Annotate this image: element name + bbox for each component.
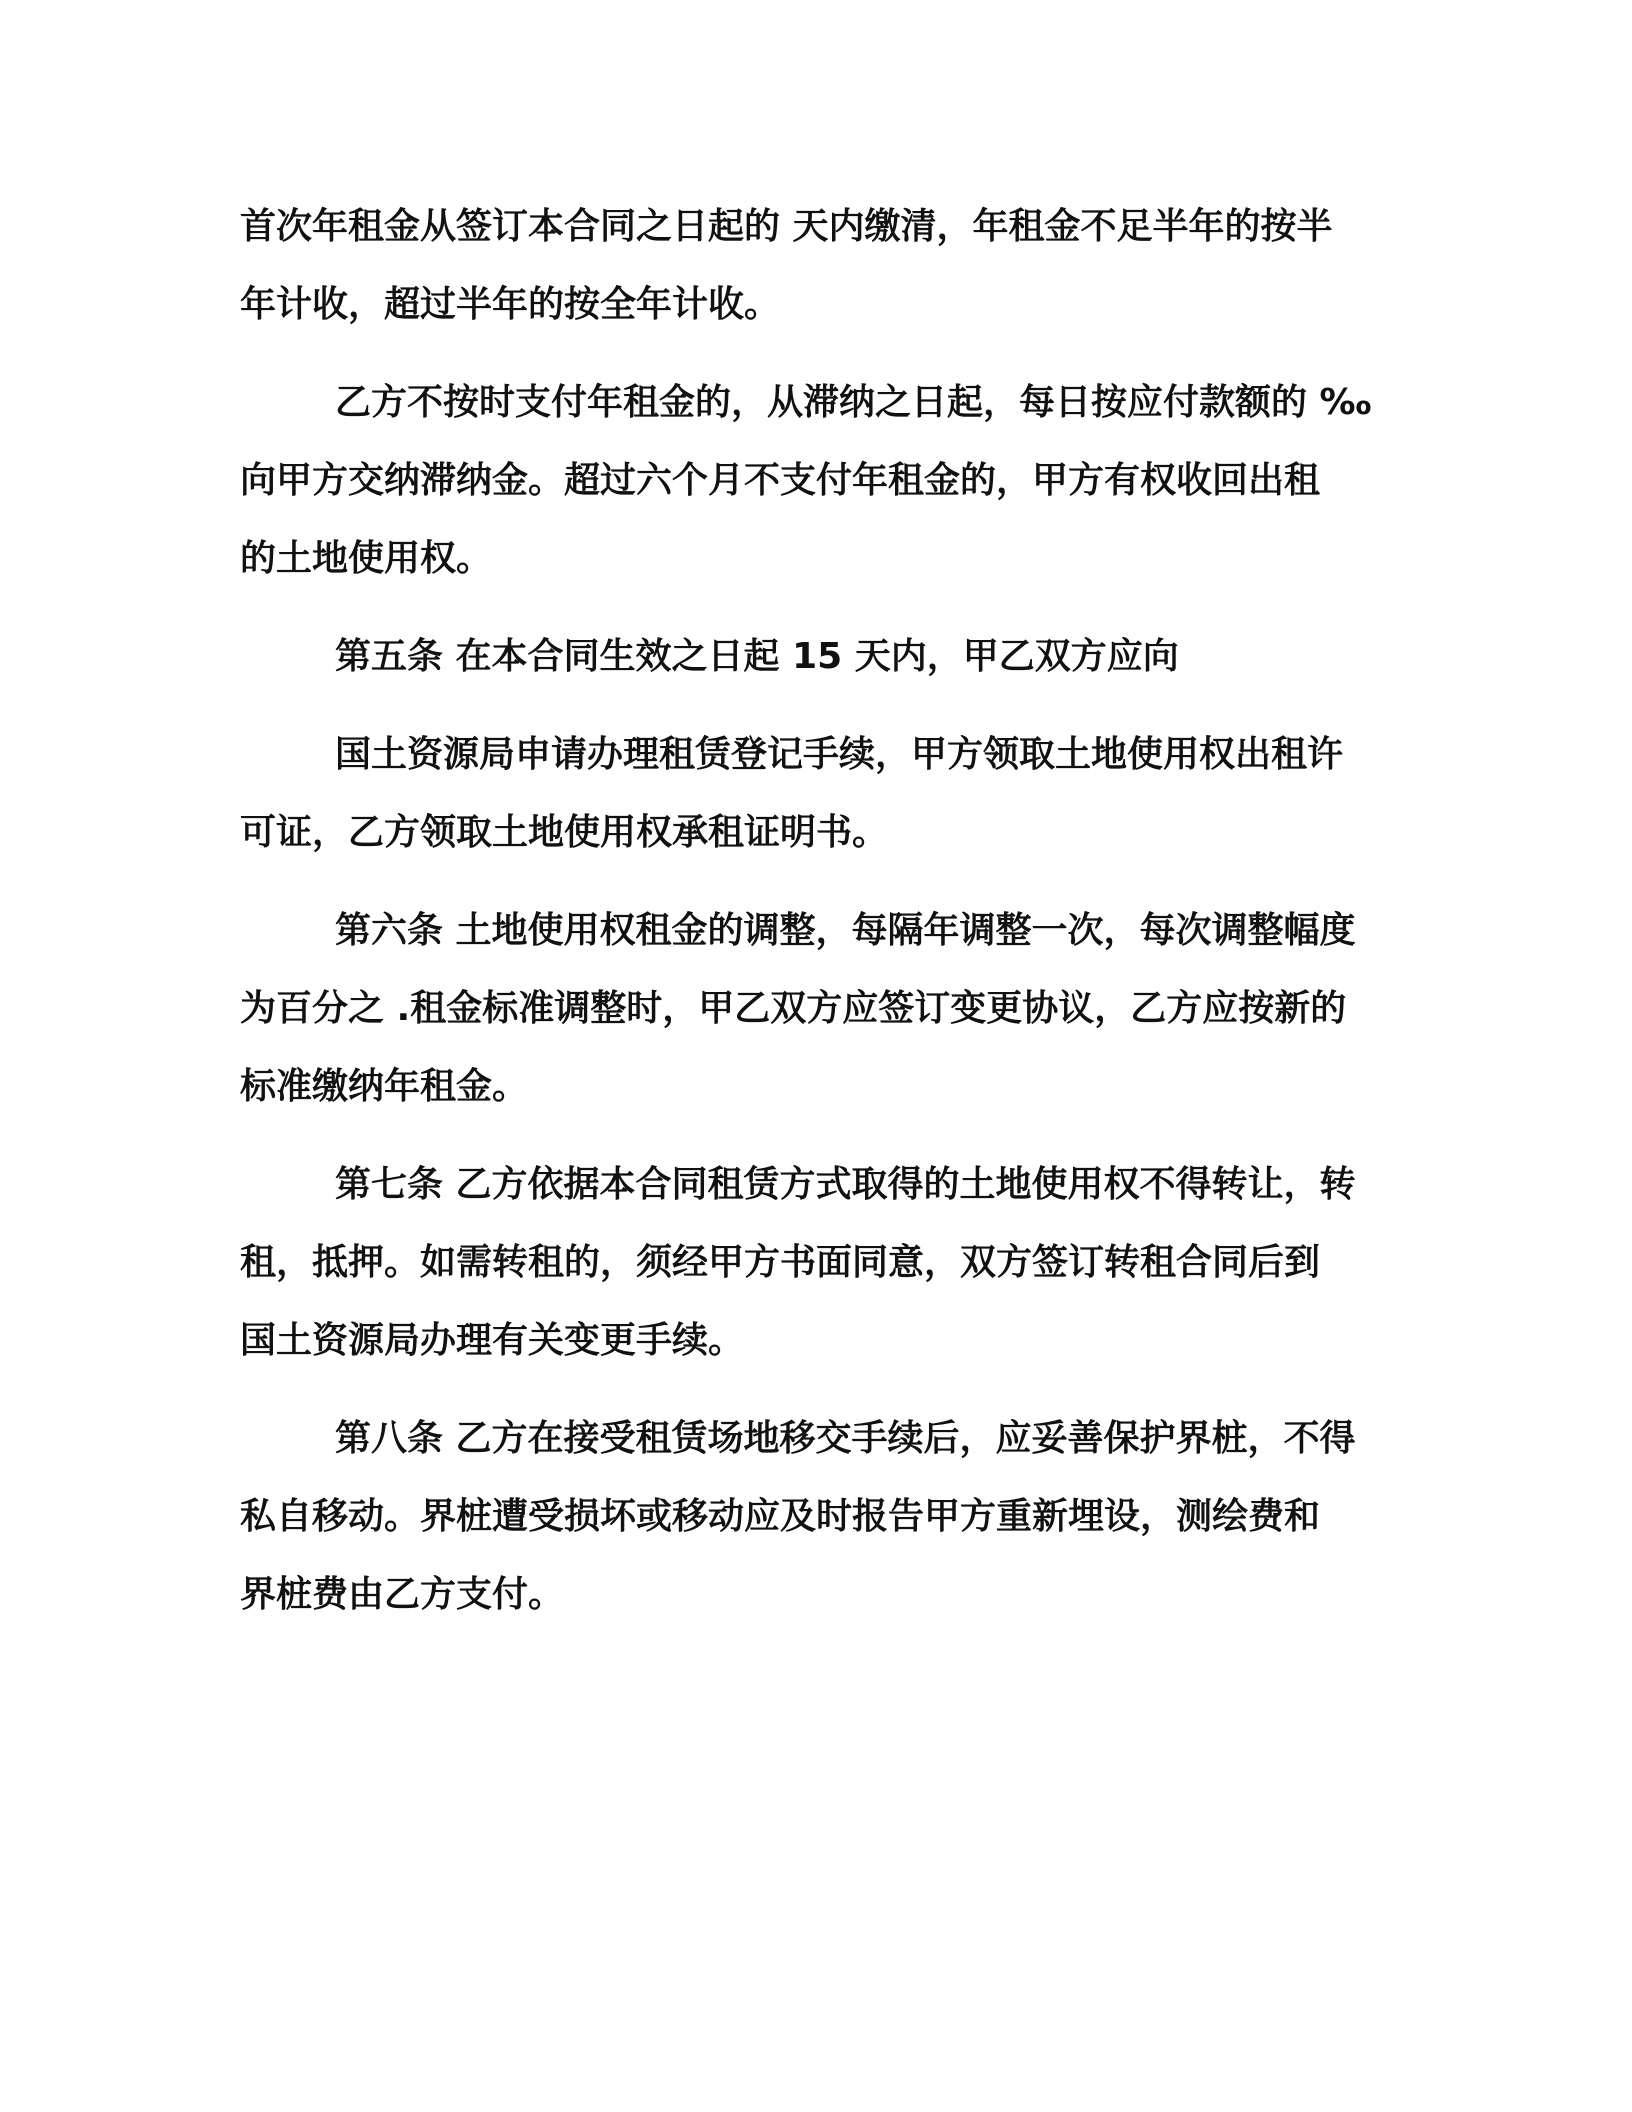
- paragraph-line: 首次年租金从签订本合同之日起的 天内缴清，年租金不足半年的按半: [240, 206, 1333, 247]
- paragraph-article-5-continued: [240, 716, 1390, 872]
- paragraph-line: 年计收，超过半年的按全年计收。: [240, 284, 781, 325]
- paragraph-line: 第六条 土地使用权租金的调整，每隔年调整一次，每次调整幅度: [335, 910, 1356, 951]
- paragraph-line: 第八条 乙方在接受租赁场地移交手续后，应妥善保护界桩，不得: [335, 1418, 1356, 1459]
- paragraph-line: 国土资源局办理有关变更手续。: [240, 1320, 745, 1361]
- paragraph-1: [240, 188, 1390, 344]
- paragraph-line: 第七条 乙方依据本合同租赁方式取得的土地使用权不得转让，转: [335, 1164, 1356, 1205]
- paragraph-article-8: [240, 1400, 1390, 1634]
- paragraph-line: 向甲方交纳滞纳金。超过六个月不支付年租金的，甲方有权收回出租: [240, 460, 1321, 501]
- paragraph-line: 界桩费由乙方支付。: [240, 1574, 565, 1615]
- paragraph-line: 国土资源局申请办理租赁登记手续，甲方领取土地使用权出租许: [335, 734, 1344, 775]
- paragraph-article-5: [240, 618, 1390, 696]
- paragraph-article-6: [240, 892, 1390, 1126]
- document-body: [240, 188, 1390, 1634]
- paragraph-line: 可证，乙方领取土地使用权承租证明书。: [240, 812, 889, 853]
- paragraph-2: [240, 364, 1390, 598]
- paragraph-line: 标准缴纳年租金。: [240, 1066, 529, 1107]
- paragraph-line: 租，抵押。如需转租的，须经甲方书面同意，双方签订转租合同后到: [240, 1242, 1321, 1283]
- paragraph-line: 为百分之 .租金标准调整时，甲乙双方应签订变更协议，乙方应按新的: [240, 988, 1347, 1029]
- paragraph-line: 私自移动。界桩遭受损坏或移动应及时报告甲方重新埋设，测绘费和: [240, 1496, 1321, 1537]
- paragraph-line: 的土地使用权。: [240, 538, 493, 579]
- paragraph-line: 第五条 在本合同生效之日起 15 天内，甲乙双方应向: [335, 636, 1179, 677]
- paragraph-line: 乙方不按时支付年租金的，从滞纳之日起，每日按应付款额的 ‰: [335, 382, 1372, 423]
- paragraph-article-7: [240, 1146, 1390, 1380]
